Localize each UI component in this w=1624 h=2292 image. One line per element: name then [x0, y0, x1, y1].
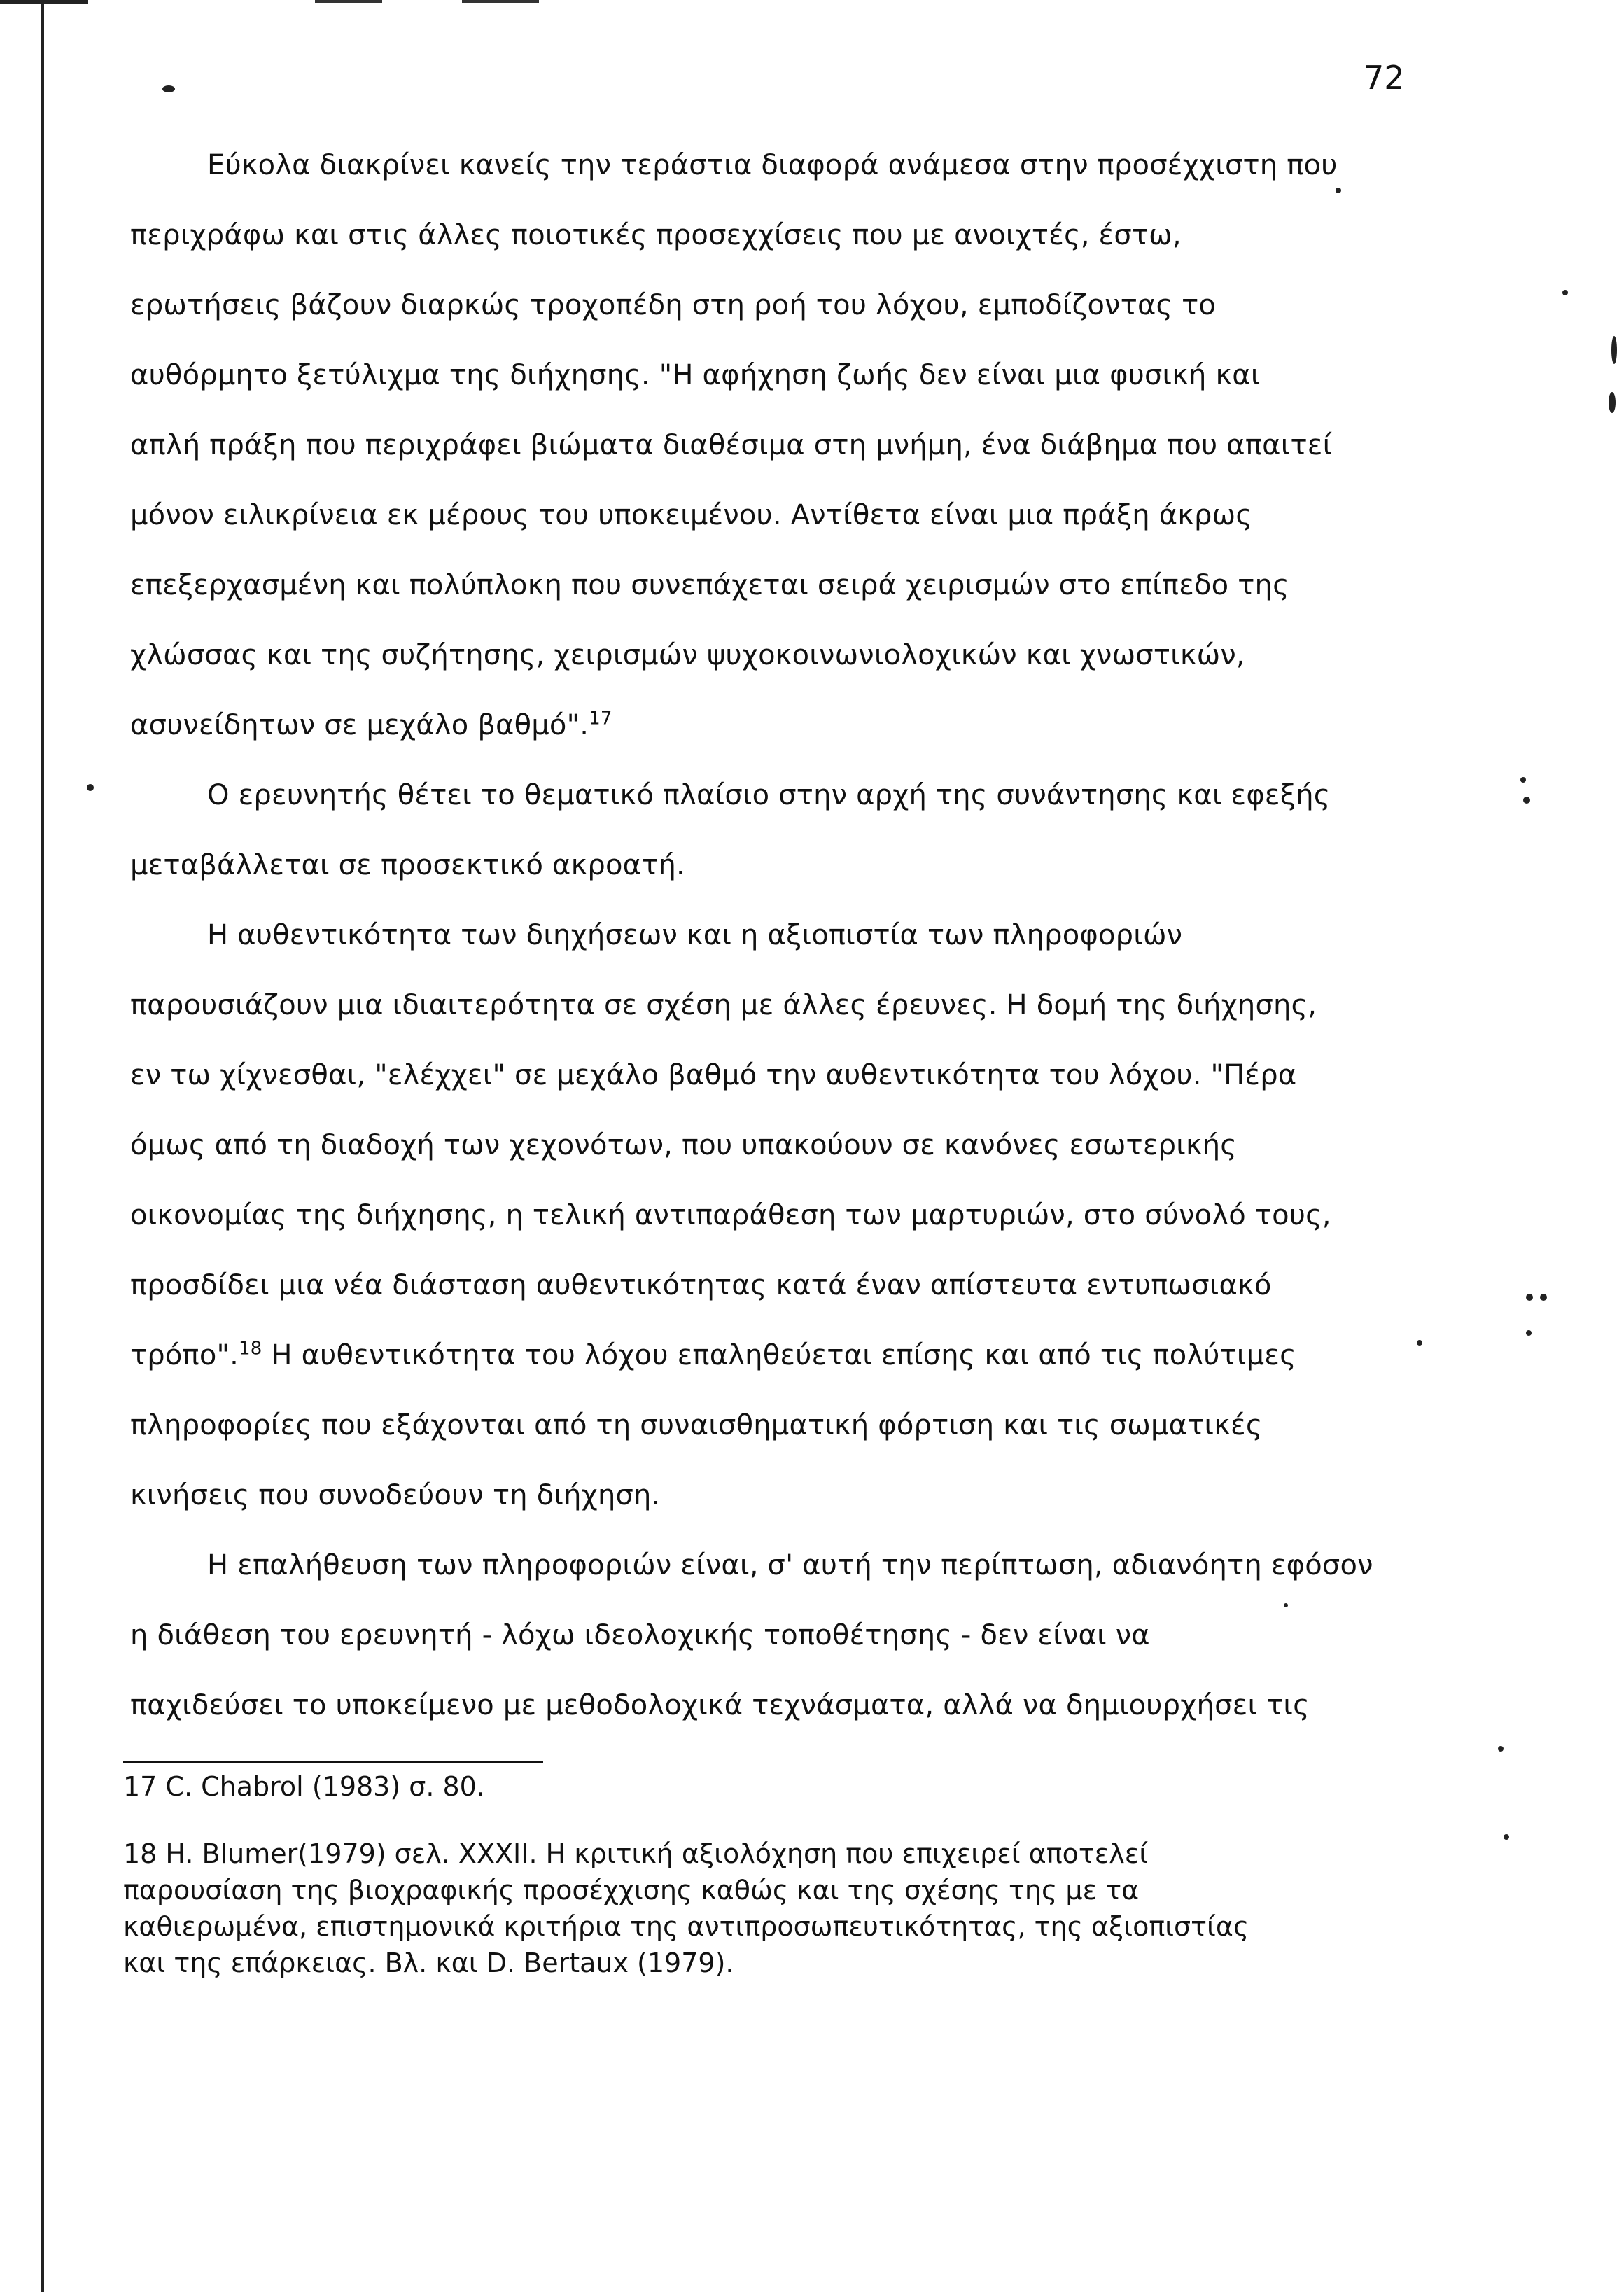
- text-line-content: Εύκολα διακρίνει κανείς την τεράστια διαφορά ανάμεσα στην προσέχχιστη που: [207, 149, 1338, 181]
- scan-speck: [1526, 1294, 1533, 1301]
- scan-speck: [1498, 1746, 1504, 1752]
- footnote-18: [123, 1836, 1341, 1981]
- text-line: [130, 620, 1320, 690]
- text-line: [190, 900, 1380, 970]
- scan-speck: [1520, 777, 1526, 783]
- text-line-content: παχιδεύσει το υποκείμενο με μεθοδολοχικά τεχνάσματα, αλλά να δημιουρχήσει τις: [130, 1689, 1310, 1721]
- text-line: [130, 830, 1320, 900]
- footnote-18-line: 18 H. Blumer(1979) σελ. XXXII. Η κριτική αξιολόχηση που επιχειρεί αποτελεί: [123, 1838, 1149, 1869]
- footnote-18-line: καθιερωμένα, επιστημονικά κριτήρια της αντιπροσωπευτικότητας, της αξιοπιστίας: [123, 1911, 1250, 1942]
- text-line-continuation: Η αυθεντικότητα του λόχου επαληθεύεται επίσης και από τις πολύτιμες: [262, 1339, 1296, 1371]
- footnote-reference[interactable]: 17: [589, 708, 612, 729]
- text-line: [130, 1600, 1320, 1670]
- footnote-17: 17 C. Chabrol (1983) σ. 80.: [123, 1771, 485, 1802]
- text-line: [130, 1670, 1320, 1740]
- scan-speck: [87, 784, 94, 791]
- text-line-content: ασυνείδητων σε μεχάλο βαθμό".: [130, 709, 589, 741]
- text-line: [130, 1390, 1320, 1460]
- scan-speck: [1562, 290, 1568, 295]
- footnote-rule: [123, 1761, 543, 1763]
- text-line-content: απλή πράξη που περιχράφει βιώματα διαθέσιμα στη μνήμη, ένα διάβημα που απαιτεί: [130, 429, 1333, 461]
- scan-speck: [1540, 1294, 1547, 1301]
- text-line-content: όμως από τη διαδοχή των χεχονότων, που υπακούουν σε κανόνες εσωτερικής: [130, 1129, 1237, 1161]
- text-line: [130, 340, 1320, 410]
- text-line: [130, 970, 1320, 1040]
- text-line: [130, 1250, 1320, 1320]
- text-line: [130, 480, 1320, 550]
- text-line-content: χλώσσας και της συζήτησης, χειρισμών ψυχοκοινωνιολοχικών και χνωστικών,: [130, 639, 1245, 671]
- scan-speck: [1523, 797, 1530, 804]
- text-line-content: η διάθεση του ερευνητή - λόχω ιδεολοχικής τοποθέτησης - δεν είναι να: [130, 1619, 1150, 1651]
- text-line: [130, 690, 1320, 760]
- text-line: [130, 1320, 1320, 1390]
- scan-speck: [1611, 336, 1617, 364]
- text-line-content: παρουσιάζουν μια ιδιαιτερότητα σε σχέση με άλλες έρευνες. Η δομή της διήχησης,: [130, 989, 1317, 1021]
- text-line-content: οικονομίας της διήχησης, η τελική αντιπαράθεση των μαρτυριών, στο σύνολό τους,: [130, 1199, 1331, 1231]
- scan-speck: [1526, 1330, 1532, 1336]
- text-line: [130, 410, 1333, 480]
- text-line: [130, 1040, 1320, 1110]
- text-line-content: Η αυθεντικότητα των διηχήσεων και η αξιοπιστία των πληροφοριών: [207, 919, 1183, 951]
- scan-top-mark: [315, 0, 382, 3]
- text-line: [190, 1530, 1380, 1600]
- text-line-content: κινήσεις που συνοδεύουν τη διήχηση.: [130, 1479, 661, 1511]
- text-line: [130, 270, 1320, 340]
- footnote-18-line: παρουσίαση της βιοχραφικής προσέχχισης καθώς και της σχέσης της με τα: [123, 1875, 1140, 1906]
- footnotes: [123, 1767, 1341, 1981]
- scan-top-mark: [462, 0, 539, 3]
- text-line-content: Ο ερευνητής θέτει το θεματικό πλαίσιο στην αρχή της συνάντησης και εφεξής: [207, 779, 1331, 811]
- text-line-content: ερωτήσεις βάζουν διαρκώς τροχοπέδη στη ροή του λόχου, εμποδίζοντας το: [130, 289, 1217, 321]
- text-line-content: τρόπο".: [130, 1339, 239, 1371]
- text-line: [190, 130, 1380, 200]
- text-line-content: προσδίδει μια νέα διάσταση αυθεντικότητας κατά έναν απίστευτα εντυπωσιακό: [130, 1269, 1272, 1301]
- text-line: [130, 1110, 1320, 1180]
- scan-speck: [1504, 1834, 1509, 1840]
- scan-speck: [1417, 1340, 1422, 1346]
- text-line: [130, 1460, 1320, 1530]
- scan-speck: [162, 85, 175, 92]
- footnote-reference[interactable]: 18: [239, 1338, 262, 1360]
- text-line: [130, 550, 1320, 620]
- text-line-content: μεταβάλλεται σε προσεκτικό ακροατή.: [130, 849, 685, 881]
- scan-top-border: [0, 0, 88, 4]
- text-line: [130, 200, 1320, 270]
- text-line-content: πληροφορίες που εξάχονται από τη συναισθηματική φόρτιση και τις σωματικές: [130, 1409, 1263, 1441]
- text-line-content: περιχράφω και στις άλλες ποιοτικές προσεχχίσεις που με ανοιχτές, έστω,: [130, 219, 1182, 251]
- body-text: [130, 130, 1380, 1740]
- text-line-content: αυθόρμητο ξετύλιχμα της διήχησης. "Η αφήχηση ζωής δεν είναι μια φυσική και: [130, 359, 1261, 391]
- text-line-content: Η επαλήθευση των πληροφοριών είναι, σ' αυτή την περίπτωση, αδιανόητη εφόσον: [207, 1549, 1373, 1581]
- footnote-18-line: και της επάρκειας. Βλ. και D. Bertaux (1979).: [123, 1948, 734, 1978]
- text-line-content: επεξερχασμένη και πολύπλοκη που συνεπάχεται σειρά χειρισμών στο επίπεδο της: [130, 569, 1289, 601]
- text-line: [130, 1180, 1331, 1250]
- text-line: [190, 760, 1380, 830]
- scan-speck: [1609, 392, 1616, 413]
- page-number: 72: [1364, 59, 1405, 97]
- text-line-content: μόνον ειλικρίνεια εκ μέρους του υποκειμένου. Αντίθετα είναι μια πράξη άκρως: [130, 499, 1253, 531]
- text-line-content: εν τω χίχνεσθαι, "ελέχχει" σε μεχάλο βαθμό την αυθεντικότητα του λόχου. "Πέρα: [130, 1059, 1297, 1091]
- scan-left-border: [41, 0, 44, 2292]
